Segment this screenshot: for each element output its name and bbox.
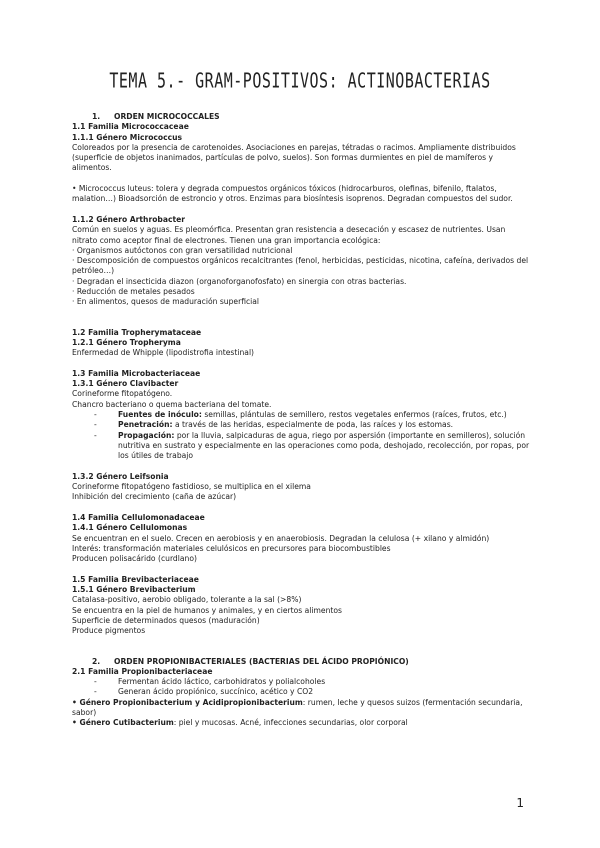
paragraph: Superficie de determinados quesos (maduración)	[72, 615, 260, 625]
paragraph: Catalasa-positivo, aerobio obligado, tolerante a la sal (>8%)	[72, 595, 302, 605]
dash-item: - Generan ácido propiónico, succínico, acético y CO2	[72, 687, 532, 697]
list-item: · En alimentos, quesos de maduración superficial	[72, 297, 260, 307]
family-heading: 1.1 Familia Micrococcaceae	[72, 122, 189, 132]
genus-heading: 1.1.1 Género Micrococcus	[72, 132, 183, 142]
dash-item: - Propagación: por la lluvia, salpicaduras de agua, riego por aspersión (importante en semilleros), solución nutritiva en sustrato y especialmente en las operaciones como poda, deshojado, recolección, por ropas, por los útiles de trabajo	[72, 431, 532, 462]
family-heading: 1.5 Familia Brevibacteriaceae	[72, 574, 199, 584]
genus-heading: 1.2.1 Género Tropheryma	[72, 337, 181, 347]
family-heading: 2.1 Familia Propionibacteriaceae	[72, 666, 213, 676]
section-heading-1: 1. ORDEN MICROCOCCALES	[92, 112, 220, 121]
paragraph: Produce pigmentos	[72, 626, 146, 636]
list-item: · Descomposición de compuestos orgánicos recalcitrantes (fenol, herbicidas, pesticidas, nicotina, cafeína, derivados del petróleo…)	[72, 256, 529, 276]
page-title: TEMA 5.- GRAM-POSITIVOS: ACTINOBACTERIAS	[109, 68, 491, 94]
section-heading-2: 2. ORDEN PROPIONIBACTERIALES (BACTERIAS DEL ÁCIDO PROPIÓNICO)	[92, 656, 409, 666]
family-heading: 1.4 Familia Cellulomonadaceae	[72, 512, 205, 522]
paragraph: Chancro bacteriano o quema bacteriana del tomate.	[72, 399, 272, 409]
paragraph: Común en suelos y aguas. Es pleomórfica. Presentan gran resistencia a desecación y escasez de nutrientes. Usan nitrato como aceptor final de electrones. Tienen una gran importancia ecológica:	[72, 225, 506, 245]
bullet-item: • Género Propionibacterium y Acidipropionibacterium: rumen, leche y quesos suizos (fermentación secundaria, sabor)	[72, 697, 523, 718]
list-item: · Organismos autóctonos con gran versatilidad nutricional	[72, 245, 293, 255]
paragraph: Se encuentran en el suelo. Crecen en aerobiosis y en anaerobiosis. Degradan la celulosa (+ xilano y almidón)	[72, 533, 490, 543]
genus-heading: 1.5.1 Género Brevibacterium	[72, 585, 196, 595]
dash-item: - Penetración: a través de las heridas, especialmente de poda, las raíces y los estomas.	[72, 420, 532, 430]
paragraph: • Micrococcus luteus: tolera y degrada compuestos orgánicos tóxicos (hidrocarburos, olefinas, bifenilo, ftalatos, malation…) Bioadsorción de estroncio y otros. Enzimas para biosíntesis isoprenos. Degradan compuestos del sudor.	[72, 184, 513, 204]
genus-heading: 1.3.1 Género Clavibacter	[72, 379, 179, 389]
genus-heading: 1.1.2 Género Arthrobacter	[72, 214, 186, 224]
document-body	[72, 112, 532, 729]
dash-item: - Fuentes de inóculo: semillas, plántulas de semillero, restos vegetales enfermos (raíces, frutos, etc.)	[72, 410, 532, 420]
paragraph: Se encuentra en la piel de humanos y animales, y en ciertos alimentos	[72, 605, 342, 615]
family-heading: 1.2 Familia Tropherymataceae	[72, 327, 202, 337]
bullet-item: • Género Cutibacterium: piel y mucosas. Acné, infecciones secundarias, olor corporal	[72, 718, 408, 728]
paragraph: Inhibición del crecimiento (caña de azúcar)	[72, 492, 237, 502]
genus-heading: 1.3.2 Género Leifsonia	[72, 471, 169, 481]
paragraph: Producen polisacárido (curdlano)	[72, 554, 197, 564]
dash-item: - Fermentan ácido láctico, carbohidratos y polialcoholes	[72, 677, 532, 687]
paragraph: Corineforme fitopatógeno fastidioso, se multiplica en el xilema	[72, 482, 311, 492]
genus-heading: 1.4.1 Género Cellulomonas	[72, 523, 188, 533]
paragraph: Corineforme fitopatógeno.	[72, 389, 173, 399]
page-number: 1	[516, 796, 524, 810]
paragraph: Coloreados por la presencia de carotenoides. Asociaciones en parejas, tétradas o racimos. Ampliamente distribuidos (superficie de objetos inanimados, partículas de polvo, suelos). Son formas durmientes en piel de mamíferos y alimentos.	[72, 142, 516, 173]
list-item: · Degradan el insecticida diazon (organoforganofosfato) en sinergia con otras bacterias.	[72, 276, 407, 286]
list-item: · Reducción de metales pesados	[72, 287, 195, 297]
paragraph: Interés: transformación materiales celulósicos en precursores para biocombustibles	[72, 543, 391, 553]
paragraph: Enfermedad de Whipple (lipodistrofia intestinal)	[72, 348, 255, 358]
family-heading: 1.3 Familia Microbacteriaceae	[72, 368, 201, 378]
